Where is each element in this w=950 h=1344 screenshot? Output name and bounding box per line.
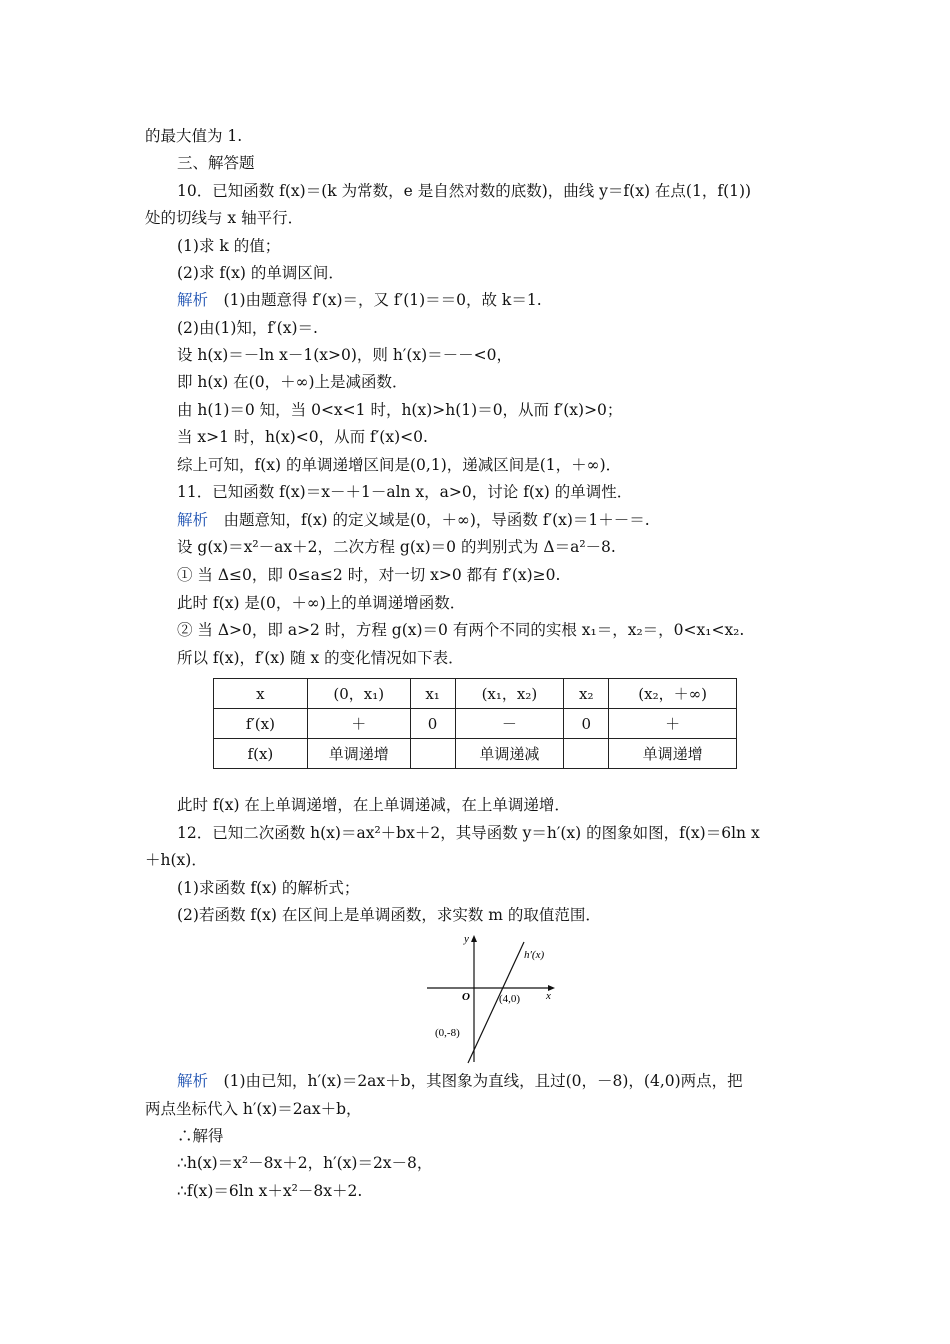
root-label: (4,0) bbox=[499, 993, 521, 1005]
text-line-1: 的最大值为 1. bbox=[145, 127, 243, 145]
table-cell: 单调递增 bbox=[307, 739, 410, 769]
problem-10-line-1: 10．已知函数 f(x)＝(k 为常数，e 是自然对数的底数)，曲线 y＝f(x) 在点(1，f(1)) bbox=[177, 182, 752, 200]
problem-11-line-1: 11．已知函数 f(x)＝x－＋1－aln x，a>0，讨论 f(x) 的单调性． bbox=[177, 483, 633, 501]
table-cell: 单调递减 bbox=[455, 739, 564, 769]
solution-label: 解析 bbox=[177, 511, 209, 529]
solution-11-line-5: ② 当 Δ>0，即 a>2 时，方程 g(x)＝0 有两个不同的实根 x₁＝，x₂＝，0<x₁<x₂. bbox=[177, 621, 745, 639]
section-heading: 三、解答题 bbox=[177, 154, 255, 172]
solution-10-line-5: 由 h(1)＝0 知，当 0<x<1 时，h(x)>h(1)＝0，从而 f′(x)>0； bbox=[177, 401, 623, 419]
table-cell: f(x) bbox=[214, 739, 308, 769]
table-cell bbox=[410, 739, 455, 769]
solution-12-line-4: ∴h(x)＝x²－8x＋2，h′(x)＝2x－8， bbox=[177, 1154, 433, 1172]
problem-10-part-2: (2)求 f(x) 的单调区间． bbox=[177, 264, 344, 282]
table-cell: (0，x₁) bbox=[307, 679, 410, 709]
origin-label: O bbox=[462, 991, 470, 1003]
problem-10-part-1: (1)求 k 的值； bbox=[177, 237, 281, 255]
y-axis-arrow-icon bbox=[471, 935, 477, 942]
solution-11-line-2: 设 g(x)＝x²－ax＋2，二次方程 g(x)＝0 的判别式为 Δ＝a²－8. bbox=[177, 538, 616, 556]
table-cell: 单调递增 bbox=[609, 739, 737, 769]
table-cell: x₁ bbox=[410, 679, 455, 709]
y-axis-label: y bbox=[464, 933, 469, 945]
solution-11-line-6: 所以 f(x)，f′(x) 随 x 的变化情况如下表． bbox=[177, 649, 464, 667]
solution-11-line-3: ① 当 Δ≤0，即 0≤a≤2 时，对一切 x>0 都有 f′(x)≥0. bbox=[177, 566, 561, 584]
solution-label: 解析 bbox=[177, 291, 209, 309]
problem-12-line-1: 12．已知二次函数 h(x)＝ax²＋bx＋2，其导函数 y＝h′(x) 的图象如图，f(x)＝6ln x bbox=[177, 824, 760, 842]
solution-10-line-1: 解析 (1)由题意得 f′(x)＝，又 f′(1)＝＝0，故 k＝1. bbox=[177, 291, 542, 309]
problem-10-line-2: 处的切线与 x 轴平行． bbox=[145, 209, 304, 227]
solution-12-line-1: 解析 (1)由已知，h′(x)＝2ax＋b，其图象为直线，且过(0，－8)，(4,0)两点，把 bbox=[177, 1072, 743, 1090]
solution-12-line-5: ∴f(x)＝6ln x＋x²－8x＋2. bbox=[177, 1182, 363, 1200]
solution-11-line-1: 解析 由题意知，f(x) 的定义域是(0，＋∞)，导函数 f′(x)＝1＋－＝. bbox=[177, 511, 650, 529]
solution-10-line-4: 即 h(x) 在(0，＋∞)上是减函数． bbox=[177, 373, 408, 391]
table-cell: 0 bbox=[410, 709, 455, 739]
table-row bbox=[214, 739, 737, 769]
table-cell: x₂ bbox=[564, 679, 609, 709]
solution-10-line-3: 设 h(x)＝－ln x－1(x>0)，则 h′(x)＝－－<0， bbox=[177, 346, 513, 364]
solution-11-line-4: 此时 f(x) 是(0，＋∞)上的单调递增函数． bbox=[177, 594, 466, 612]
table-cell: f′(x) bbox=[214, 709, 308, 739]
solution-10-line-7: 综上可知，f(x) 的单调递增区间是(0,1)，递减区间是(1，＋∞)． bbox=[177, 456, 622, 474]
problem-12-part-2: (2)若函数 f(x) 在区间上是单调函数，求实数 m 的取值范围． bbox=[177, 906, 601, 924]
table-cell: － bbox=[455, 709, 564, 739]
table-row bbox=[214, 679, 737, 709]
problem-12-line-2: ＋h(x)． bbox=[145, 851, 207, 869]
solution-11-line-7: 此时 f(x) 在上单调递增，在上单调递减，在上单调递增． bbox=[177, 796, 570, 814]
table-cell: (x₁，x₂) bbox=[455, 679, 564, 709]
variation-table bbox=[213, 678, 737, 769]
table-cell: ＋ bbox=[307, 709, 410, 739]
x-axis-label: x bbox=[546, 990, 551, 1002]
solution-10-line-2: (2)由(1)知，f′(x)＝. bbox=[177, 319, 318, 337]
problem-12-part-1: (1)求函数 f(x) 的解析式； bbox=[177, 879, 360, 897]
solution-12-line-2: 两点坐标代入 h′(x)＝2ax＋b， bbox=[145, 1100, 362, 1118]
table-cell: ＋ bbox=[609, 709, 737, 739]
intercept-label: (0,-8) bbox=[435, 1027, 460, 1039]
solution-10-line-6: 当 x>1 时，h(x)<0，从而 f′(x)<0. bbox=[177, 428, 428, 446]
table-cell: 0 bbox=[564, 709, 609, 739]
table-cell: x bbox=[214, 679, 308, 709]
solution-12-line-3: ∴解得 bbox=[177, 1127, 224, 1145]
line-label: h′(x) bbox=[524, 949, 545, 961]
derivative-graph bbox=[424, 930, 559, 1065]
table-cell: (x₂，＋∞) bbox=[609, 679, 737, 709]
table-cell bbox=[564, 739, 609, 769]
table-row bbox=[214, 709, 737, 739]
solution-label: 解析 bbox=[177, 1072, 209, 1090]
